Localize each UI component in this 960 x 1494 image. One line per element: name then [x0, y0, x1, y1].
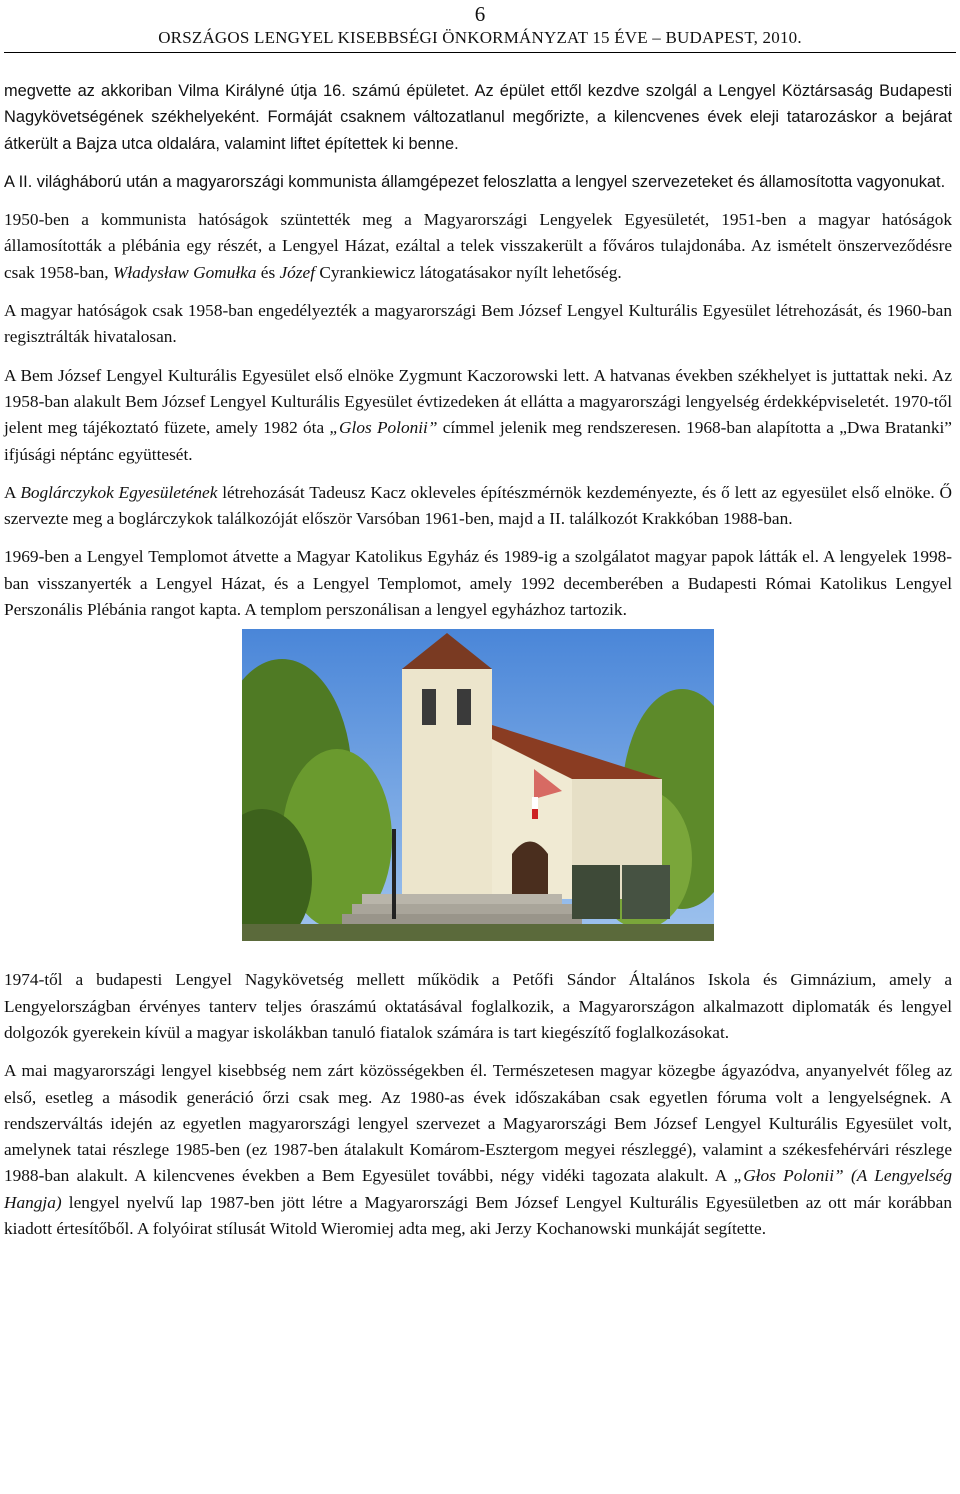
- paragraph-3: 1950-ben a kommunista hatóságok szüntették meg a Magyarországi Lengyelek Egyesületét, 1951-ben a magyar hatóságok államosították a plébánia egy részét, a Lengyel Házat, ezáltal a telek visszakerült a főváros tulajdonába. Az ismételt önszerveződésre csak 1958-ban, Władysław Gomułka és Józef Cyrankiewicz látogatásakor nyílt lehetőség.: [4, 210, 952, 282]
- page-number: 6: [474, 2, 486, 26]
- title-glos-polonii-2: „Głos Polonii” (A Lengyelség Hangja): [4, 1166, 953, 1212]
- paragraph-8: 1974-től a budapesti Lengyel Nagykövetség mellett működik a Petőfi Sándor Általános Iskola és Gimnázium, amely a Lengyelországban érvényes tanterv teljes óraszámú oktatásával foglalkozik, a Magyarországon alkalmazott diplomaták és lengyel dolgozók gyerekein kívül a magyar iskolákban tanuló fiatalok számára is tart kiegészítő foglalkozásokat.: [4, 970, 952, 1042]
- paragraph-4: A magyar hatóságok csak 1958-ban engedélyezték a magyarországi Bem József Lengyel Kulturális Egyesület létrehozását, és 1960-ban regisztrálták hivatalosan.: [4, 301, 952, 347]
- title-glos-polonii: „Glos Polonii”: [329, 418, 438, 438]
- church-photo: [242, 629, 714, 941]
- photo-container: [4, 629, 952, 955]
- title-boglarczykok: Boglárczykok Egyesületének: [20, 482, 218, 502]
- header-rule: [4, 52, 956, 53]
- document-body: [4, 78, 952, 1254]
- paragraph-2: A II. világháború után a magyarországi kommunista államgépezet feloszlatta a lengyel szervezeteket és államosította vagyonukat.: [4, 172, 946, 191]
- running-title: ORSZÁGOS LENGYEL KISEBBSÉGI ÖNKORMÁNYZAT 15 ÉVE – BUDAPEST, 2010.: [158, 28, 802, 47]
- paragraph-7: 1969-ben a Lengyel Templomot átvette a Magyar Katolikus Egyház és 1989-ig a szolgálatot magyar papok látták el. A lengyelek 1998-ban visszanyerték a Lengyel Házat, és a Lengyel Templomot, amely 1992 decemberében a Budapesti Római Katolikus Lengyel Perszonális Plébánia rangot kapta. A templom perszonálisan a lengyel egyházhoz tartozik.: [4, 547, 952, 620]
- name-jozef: Józef: [279, 262, 316, 282]
- paragraph-9: A mai magyarországi lengyel kisebbség nem zárt közösségekben él. Természetesen magyar közegbe ágyazódva, anyanyelvét főleg az első, esetleg a második generáció őrzi csak meg. Az 1980-as évek időszakában csak egyetlen fóruma volt a lengyelségnek. A rendszerváltás idején az egyetlen magyarországi lengyel szervezet a Magyarországi Bem József Lengyel Kulturális Egyesület volt, amelynek tatai részlege 1985-ben (ez 1987-ben átalakult Komárom-Esztergom megyei részleggé), valamint a székesfehérvári részlege 1988-ban alakult. A kilencvenes években a Bem Egyesület további, négy vidéki tagozata alakult. A „Głos Polonii” (A Lengyelség Hangja) lengyel nyelvű lap 1987-ben jött létre a Magyarországi Bem József Lengyel Kulturális Egyesületben az ott már korábban kiadott értesítőből. A folyóirat stílusát Witold Wieromiej adta meg, aki Jerzy Kochanowski munkáját segítette.: [4, 1061, 953, 1239]
- paragraph-5: A Bem József Lengyel Kulturális Egyesület első elnöke Zygmunt Kaczorowski lett. A hatvanas években székhelyet is juttattak neki. Az 1958-ban alakult Bem József Lengyel Kulturális Egyesület évtizedeken át ellátta a magyarországi lengyelség érdekképviseletét. 1970-től jelent meg tájékoztató füzete, amely 1982 óta „Glos Polonii” címmel jelenik meg rendszeresen. 1968-ban alapította a „Dwa Bratanki” ifjúsági néptánc együttesét.: [4, 365, 952, 464]
- name-gomulka: Władysław Gomułka: [112, 262, 257, 282]
- paragraph-6: A Boglárczykok Egyesületének létrehozását Tadeusz Kacz okleveles építészmérnök kezdeményezte, és ő lett az egyesület első elnöke. Ő szervezte meg a boglárczykok találkozóját először Varsóban 1961-ben, majd a II. találkozót Krakkóban 1988-ban.: [4, 482, 952, 529]
- page-header: [0, 0, 960, 54]
- paragraph-1: megvette az akkoriban Vilma Királyné útja 16. számú épületet. Az épület ettől kezdve szolgál a Lengyel Köztársaság Budapesti Nagykövetségének székhelyeként. Formáját csaknem változatlanul megőrizte, a kilencvenes évek eleji tatarozáskor a bejárat átkerült a Bajza utca oldalára, valamint liftet építettek ki benne.: [4, 82, 952, 153]
- church-illustration: [242, 629, 714, 941]
